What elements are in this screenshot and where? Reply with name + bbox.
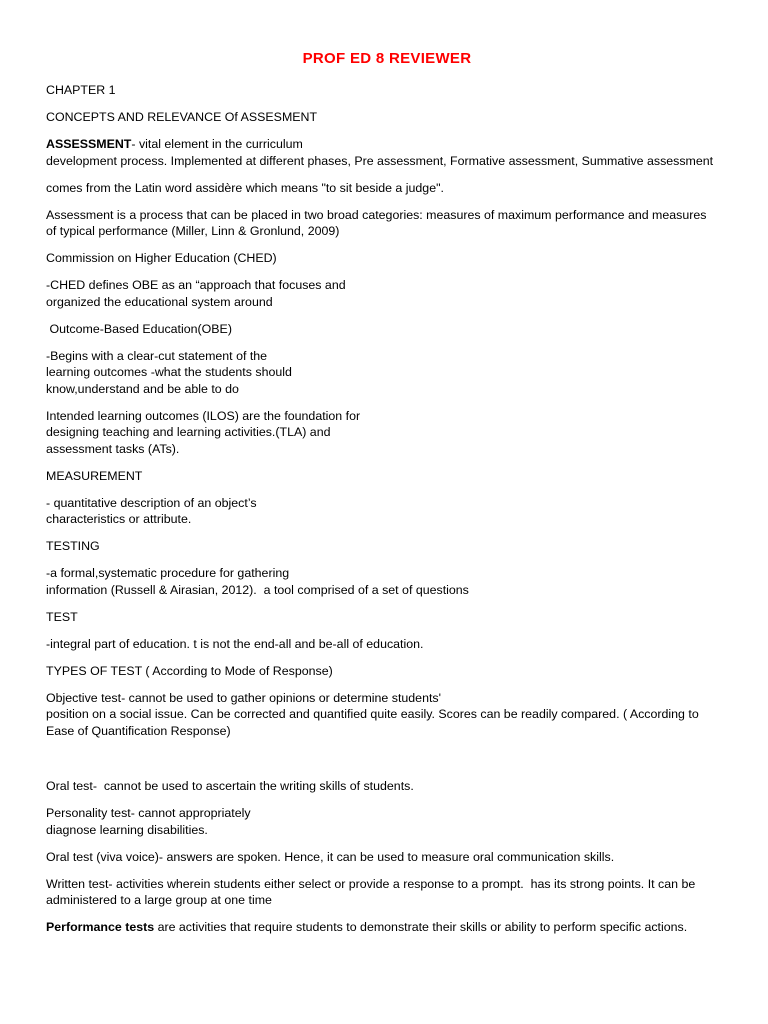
assessment-paragraph <box>46 136 728 169</box>
performance-tests-paragraph <box>46 919 728 936</box>
objective-test-line-3: Ease of Quantification Response) <box>46 723 231 738</box>
ilos-paragraph <box>46 408 728 458</box>
personality-test-paragraph <box>46 805 728 838</box>
measurement-def-line-2: characteristics or attribute. <box>46 512 192 526</box>
testing-def-line-1: -a formal,systematic procedure for gathering <box>46 566 290 580</box>
personality-test-line-2: diagnose learning disabilities. <box>46 822 208 837</box>
obe-def-line-1: -Begins with a clear-cut statement of the <box>46 348 268 363</box>
performance-tests-rest: are activities that require students to demonstrate their skills or ability to perform specific actions. <box>154 920 688 934</box>
ilos-line-2: designing teaching and learning activities.(TLA) and <box>46 425 331 439</box>
process-line-2: of typical performance (Miller, Linn & Gronlund, 2009) <box>46 224 340 238</box>
test-definition: -integral part of education. t is not the end-all and be-all of education. <box>46 636 424 651</box>
assessment-line-1: - vital element in the curriculum <box>131 137 303 151</box>
objective-test-paragraph <box>46 690 728 740</box>
obe-definition <box>46 348 728 398</box>
ched-def-line-1: -CHED defines OBE as an “approach that focuses and <box>46 278 346 292</box>
written-test-line-2: administered to a large group at one time <box>46 893 272 907</box>
section-heading: CONCEPTS AND RELEVANCE Of ASSESMENT <box>46 110 318 124</box>
objective-test-line-2: position on a social issue. Can be corrected and quantified quite easily. Scores can be readily compared. ( According to <box>46 707 699 721</box>
ilos-line-1: Intended learning outcomes (ILOS) are the foundation for <box>46 408 361 423</box>
written-test-paragraph <box>46 876 728 909</box>
obe-def-line-2: learning outcomes -what the students should <box>46 365 292 379</box>
ilos-line-3: assessment tasks (ATs). <box>46 441 180 456</box>
personality-test-line-1: Personality test- cannot appropriately <box>46 806 251 820</box>
document-title: PROF ED 8 REVIEWER <box>302 50 472 67</box>
process-paragraph <box>46 207 728 240</box>
assessment-line-2: development process. Implemented at different phases, Pre assessment, Formative assessment, Summative assessment <box>46 153 714 168</box>
process-line-1: Assessment is a process that can be placed in two broad categories: measures of maximum performance and measures <box>46 207 707 222</box>
testing-def-line-2: information (Russell & Airasian, 2012). a tool comprised of a set of questions <box>46 582 469 597</box>
obe-heading: Outcome-Based Education(OBE) <box>46 321 232 336</box>
measurement-definition <box>46 495 728 528</box>
latin-origin-paragraph: comes from the Latin word assidère which means "to sit beside a judge". <box>46 180 444 195</box>
written-test-line-1: Written test- activities wherein students either select or provide a response to a prompt. has its strong points. It can be <box>46 876 696 891</box>
oral-test-viva-voice-paragraph: Oral test (viva voice)- answers are spoken. Hence, it can be used to measure oral communication skills. <box>46 849 615 864</box>
types-of-test-heading: TYPES OF TEST ( According to Mode of Response) <box>46 663 333 678</box>
measurement-def-line-1: - quantitative description of an object’s <box>46 495 257 510</box>
oral-test-paragraph: Oral test- cannot be used to ascertain the writing skills of students. <box>46 779 414 793</box>
measurement-heading: MEASUREMENT <box>46 468 143 483</box>
obe-def-line-3: know,understand and be able to do <box>46 381 239 396</box>
test-heading: TEST <box>46 609 78 624</box>
ched-def-line-2: organized the educational system around <box>46 294 273 309</box>
objective-test-line-1: Objective test- cannot be used to gather opinions or determine students' <box>46 690 441 705</box>
ched-heading: Commission on Higher Education (CHED) <box>46 251 277 265</box>
assessment-term: ASSESSMENT <box>46 137 132 151</box>
performance-tests-term: Performance tests <box>46 920 155 934</box>
ched-definition <box>46 277 728 310</box>
chapter-heading: CHAPTER 1 <box>46 83 116 97</box>
testing-heading: TESTING <box>46 539 100 553</box>
testing-definition <box>46 565 728 598</box>
